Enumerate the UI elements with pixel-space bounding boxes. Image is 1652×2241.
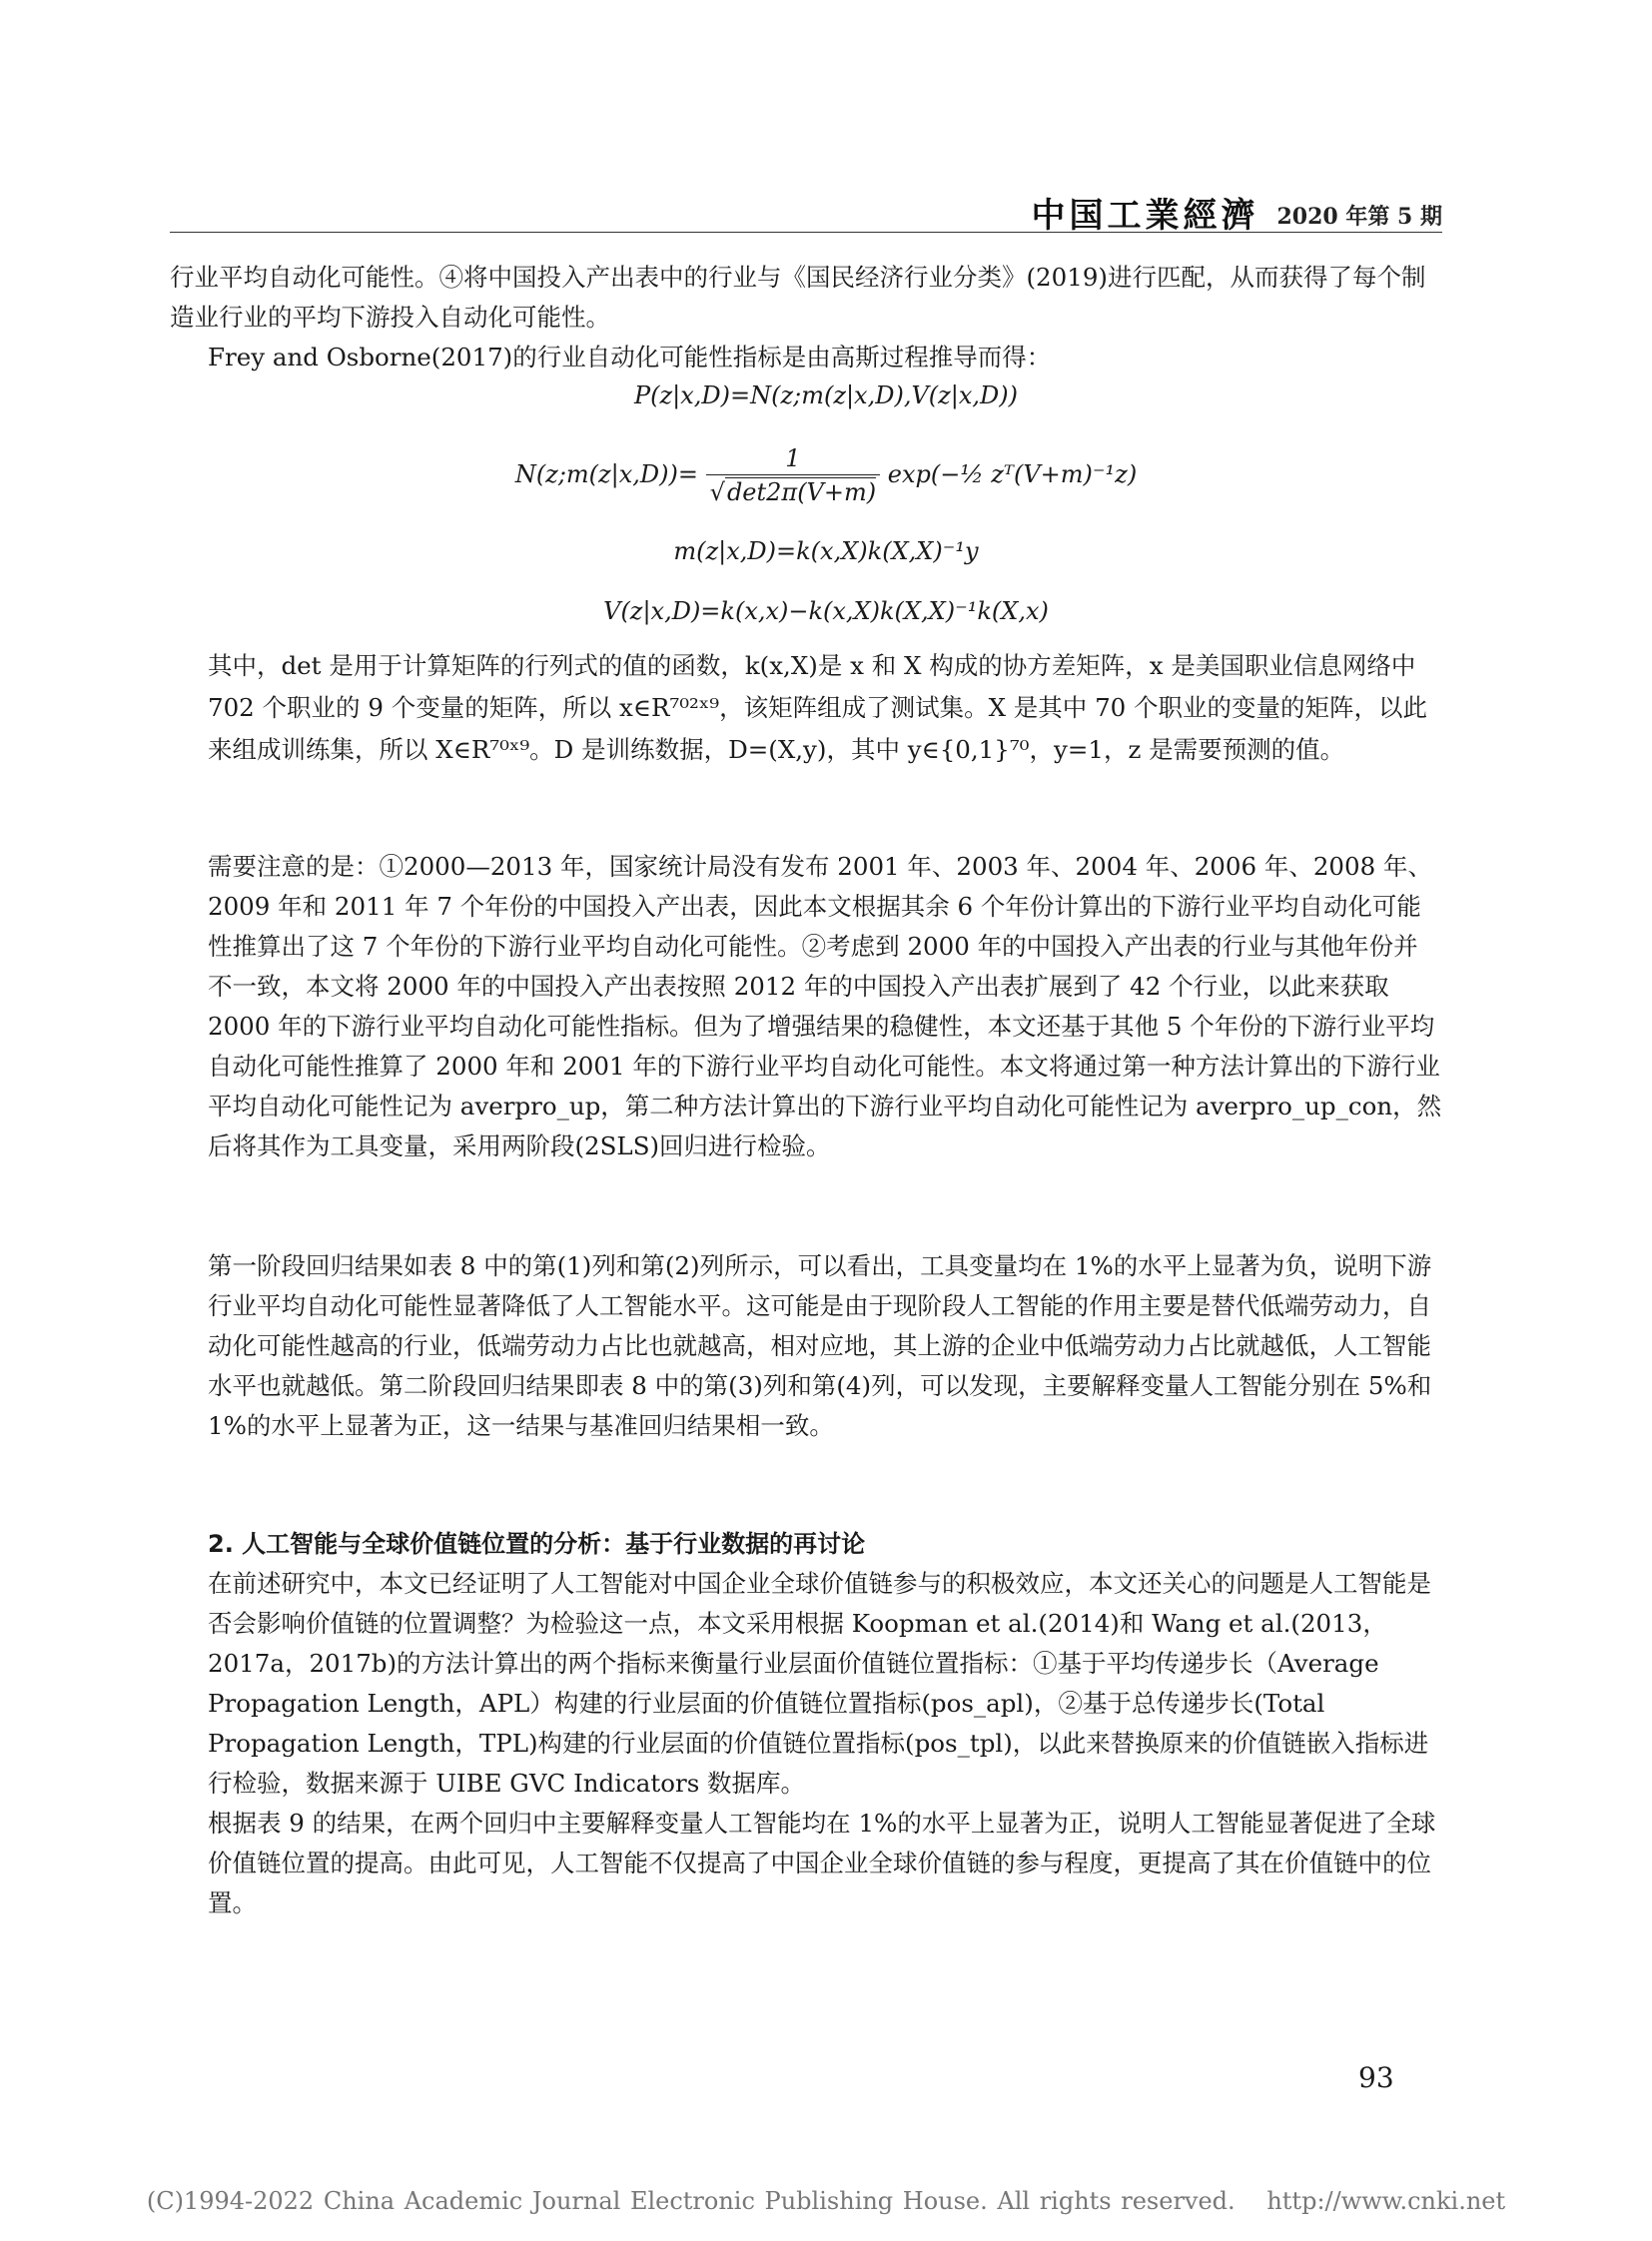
equation-2-right: exp(−½ zᵀ(V+m)⁻¹z) xyxy=(887,460,1138,488)
equation-1: P(z|x,D)=N(z;m(z|x,D),V(z|x,D)) xyxy=(633,381,1019,409)
paragraph-1: 行业平均自动化可能性。④将中国投入产出表中的行业与《国民经济行业分类》(2019)进行匹配，从而获得了每个制造业行业的平均下游投入自动化可能性。 xyxy=(170,263,1426,332)
paragraph-6: 在前述研究中，本文已经证明了人工智能对中国企业全球价值链参与的积极效应，本文还关心的问题是人工智能是否会影响价值链的位置调整？为检验这一点，本文采用根据 Koopman et al.(2014)和 Wang et al.(2013，2017a，2017b)的方法计算出的两个指标来衡量行业层面价值链位置指标：①基于平均传递步长（Average Propagation Length，APL）构建的行业层面的价值链位置指标(pos_apl)，②基于总传递步长(Total Propagation Length，TPL)构建的行业层面的价值链位置指标(pos_tpl)，以此来替换原来的价值链嵌入指标进行检验，数据来源于 UIBE GVC Indicators 数据库。 xyxy=(208,1569,1431,1798)
issue-label: 2020 年第 5 期 xyxy=(1276,204,1442,230)
journal-logo: 中国工業經濟 xyxy=(1031,196,1259,236)
equation-2-fraction xyxy=(706,442,880,509)
equation-2-left: N(z;m(z|x,D))= xyxy=(514,460,698,488)
equation-2 xyxy=(0,439,1652,509)
footer-url[interactable]: http://www.cnki.net xyxy=(1266,2187,1506,2215)
paragraph-7: 根据表 9 的结果，在两个回归中主要解释变量人工智能均在 1%的水平上显著为正，说明人工智能显著促进了全球价值链位置的提高。由此可见，人工智能不仅提高了中国企业全球价值链的参与程度，更提高了其在价值链中的位置。 xyxy=(208,1809,1436,1917)
copyright-text: (C)1994-2022 China Academic Journal Electronic Publishing House. All rights reserved. xyxy=(146,2187,1236,2215)
section-heading: 2. 人工智能与全球价值链位置的分析：基于行业数据的再讨论 xyxy=(208,1530,866,1558)
equation-2-numerator: 1 xyxy=(706,442,880,475)
page-number: 93 xyxy=(1358,2061,1394,2094)
running-header xyxy=(170,186,1442,236)
header-rule xyxy=(170,232,1442,233)
equation-4: V(z|x,D)=k(x,x)−k(x,X)k(X,X)⁻¹k(X,x) xyxy=(603,597,1049,625)
paragraph-5: 第一阶段回归结果如表 8 中的第(1)列和第(2)列所示，可以看出，工具变量均在 1%的水平上显著为负，说明下游行业平均自动化可能性显著降低了人工智能水平。这可能是由于现阶段人工智能的作用主要是替代低端劳动力，自动化可能性越高的行业，低端劳动力占比也就越高，相对应地，其上游的企业中低端劳动力占比就越低，人工智能水平也就越低。第二阶段回归结果即表 8 中的第(3)列和第(4)列，可以发现，主要解释变量人工智能分别在 5%和 1%的水平上显著为正，这一结果与基准回归结果相一致。 xyxy=(208,1251,1432,1440)
paragraph-2: Frey and Osborne(2017)的行业自动化可能性指标是由高斯过程推导而得： xyxy=(208,343,1052,372)
paragraph-3: 其中，det 是用于计算矩阵的行列式的值的函数，k(x,X)是 x 和 X 构成的协方差矩阵，x 是美国职业信息网络中 702 个职业的 9 个变量的矩阵，所以 x∈R⁷⁰²ˣ⁹，该矩阵组成了测试集。X 是其中 70 个职业的变量的矩阵，以此来组成训练集，所以 X∈R⁷⁰ˣ⁹。D 是训练数据，D=(X,y)，其中 y∈{0,1}⁷⁰，y=1，z 是需要预测的值。 xyxy=(208,651,1428,764)
equation-3: m(z|x,D)=k(x,X)k(X,X)⁻¹y xyxy=(673,537,979,565)
equation-2-denominator: det2π(V+m) xyxy=(726,478,877,506)
paragraph-4: 需要注意的是：①2000—2013 年，国家统计局没有发布 2001 年、2003 年、2004 年、2006 年、2008 年、2009 年和 2011 年 7 个年份的中国投入产出表，因此本文根据其余 6 个年份计算出的下游行业平均自动化可能性推算出了这 7 个年份的下游行业平均自动化可能性。②考虑到 2000 年的中国投入产出表的行业与其他年份并不一致，本文将 2000 年的中国投入产出表按照 2012 年的中国投入产出表扩展到了 42 个行业，以此来获取 2000 年的下游行业平均自动化可能性指标。但为了增强结果的稳健性，本文还基于其他 5 个年份的下游行业平均自动化可能性推算了 2000 年和 2001 年的下游行业平均自动化可能性。本文将通过第一种方法计算出的下游行业平均自动化可能性记为 averpro_up，第二种方法计算出的下游行业平均自动化可能性记为 averpro_up_con，然后将其作为工具变量，采用两阶段(2SLS)回归进行检验。 xyxy=(208,852,1442,1160)
equation-2-denominator-wrap: √det2π(V+m) xyxy=(709,478,877,506)
copyright-footer xyxy=(0,2187,1652,2215)
